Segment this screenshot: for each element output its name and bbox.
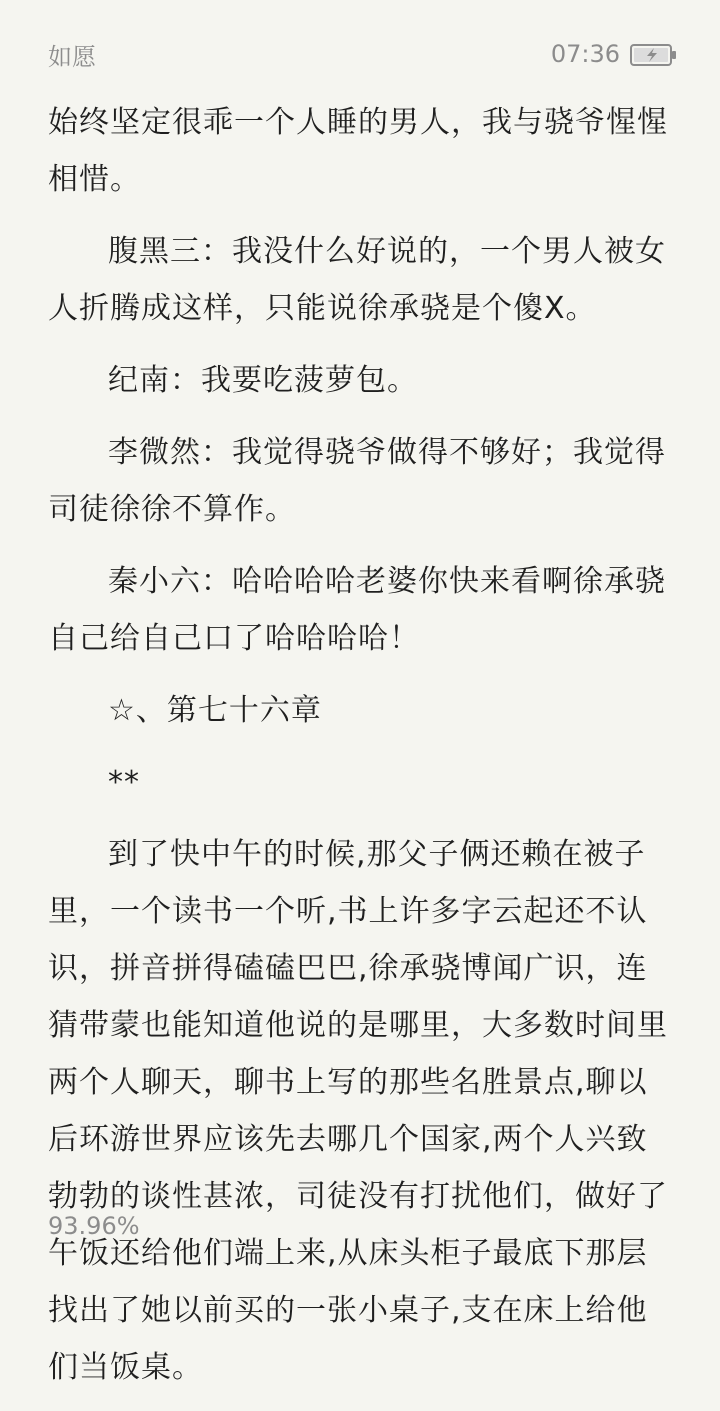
section-separator: **	[108, 765, 140, 800]
paragraph: 秦小六：哈哈哈哈老婆你快来看啊徐承骁自己给自己口了哈哈哈哈！	[48, 564, 666, 656]
chapter-title: ☆、第七十六章	[108, 693, 322, 728]
status-right	[551, 40, 672, 68]
paragraph: 到了快中午的时候,那父子俩还赖在被子里，一个读书一个听,书上许多字云起还不认识，拼音拼得磕磕巴巴,徐承骁博闻广识，连猜带蒙也能知道他说的是哪里，大多数时间里两个人聊天，聊书上写的那些名胜景点,聊以后环游世界应该先去哪几个国家,两个人兴致勃勃的谈性甚浓，司徒没有打扰他们，做好了午饭还给他们端上来,从床头柜子最底下那层找出了她以前买的一张小桌子,支在床上给他们当饭桌。	[48, 837, 668, 1385]
paragraph: 纪南：我要吃菠萝包。	[108, 363, 418, 398]
paragraph: 始终坚定很乖一个人睡的男人，我与骁爷惺惺相惜。	[48, 105, 668, 197]
clock: 07:36	[550, 40, 620, 68]
reading-content[interactable]	[48, 94, 672, 1411]
battery-charging-icon	[630, 43, 672, 65]
book-title: 如愿	[48, 42, 96, 71]
status-bar	[48, 36, 672, 72]
paragraph: 李微然：我觉得骁爷做得不够好；我觉得司徒徐徐不算作。	[48, 435, 666, 527]
reading-progress: 93.96%	[48, 1212, 140, 1240]
paragraph: 腹黑三：我没什么好说的，一个男人被女人折腾成这样，只能说徐承骁是个傻X。	[48, 234, 666, 326]
